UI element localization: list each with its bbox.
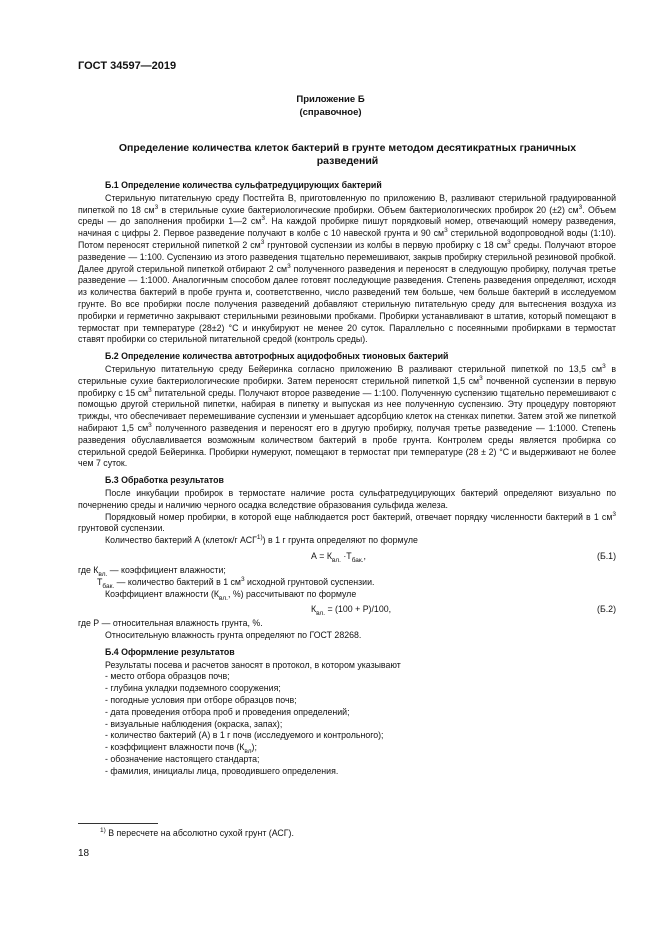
section-b3-p4: Коэффициент влажности ($К_{вл.}$, %) рассчитывают по формуле: [105, 588, 357, 602]
section-b3-p1: После инкубации пробирок в термостате наличие роста сульфатредуцирующих бактерий определяют визуально по почернению среды и наличию черного осадка вследствие образования сульфида железа.: [78, 487, 616, 510]
section-b3-p2: Порядковый номер пробирки, в которой еще наблюдается рост бактерий, отвечает порядку численности бактерий в 1 $см^3$ грунтовой суспензии.: [78, 510, 616, 534]
section-b2-text: Стерильную питательную среду Бейеринка согласно приложению В разливают стерильной пипеткой по 13,5 $см^3$ в стерильные сухие бактериологические пробирки. Затем переносят стерильной пипеткой 1,5 $см^3$ почвенной суспензии в первую пробирку с 15 $см^3$ питательной среды. Получают второе разведение — 1:100. Полученную суспензию тщательно перемешивают с помощью другой стерильной пипетки, набирая в пипетку и выпуская из нее полученную суспензию. Эту процедуру повторяют трижды, что обеспечивает перемешивание суспензии и уменьшает адсорбцию клеток на стенках пипетки. Затем этой же пипеткой набирают 1,5 $см^3$ полученного разведения и переносят его в другую пробирку, получая третье разведение — 1:1000. Степень разведения обуславливается возможным количеством бактерий в пробе грунта. Контролем среды является пробирка со стерильной средой Бейеринка. Пробирки нумеруют, помещают в термостат при температуре (28 ± 2) °С и выдерживают не более чем 7 суток.: [78, 363, 617, 469]
list-item: - глубина укладки подземного сооружения;: [105, 683, 281, 694]
list-item: - погодные условия при отборе образцов почв;: [105, 695, 297, 706]
section-b4-intro: Результаты посева и расчетов заносят в протокол, в котором указывают: [105, 659, 401, 670]
footnote-divider: [78, 823, 158, 824]
appendix-subtitle: (справочное): [299, 107, 362, 118]
document-body: [78, 178, 616, 778]
section-b1-heading: Б.1 Определение количества сульфатредуцирующих бактерий: [105, 180, 382, 190]
section-b2-heading: Б.2 Определение количества автотрофных ацидофобных тионовых бактерий: [105, 351, 449, 362]
section-b4-heading: Б.4 Оформление результатов: [105, 646, 235, 657]
formula-b1: $А = К_{вл.} \cdot Т_{бак.}$, (Б.1): [311, 550, 616, 564]
appendix-heading: [0, 93, 661, 119]
section-b3-p5: Относительную влажность грунта определяют по ГОСТ 28268.: [105, 630, 362, 641]
section-b1-text: Стерильную питательную среду Постгейта В, приготовленную по приложению В, разливают стерильной градуированной пипеткой по 18 $см^3$ в стерильные сухие бактериологические пробирки. Объем бактериологических пробирок 20 (±2) $см^3$. Объем среды — до заполнения пробирки 1—2 $см^3$. На каждой пробирке пишут порядковый номер, отвечающий номеру разведения, начиная с цифры 2. Первое разведение получают в колбе с 10 навеской грунта и 90 $см^3$ стерильной водопроводной воды (1:10). Потом переносят стерильной пипеткой 2 $см^3$ грунтовой суспензии из колбы в первую пробирку с 18 $см^3$ среды. Получают второе разведение — 1:100. Суспензию из этого разведения тщательно перемешивают, закрыв пробирку стерильной резиновой пробкой. Далее другой стерильной пипеткой отбирают 2 $см^3$ полученного разведения и переносят в следующую пробирку, получая третье разведение — 1:1000. Аналогичным способом далее готовят последующие разведения. Степень разведения определяют, исходя из количества бактерий в пробе грунта и, соответственно, число разведений тем больше, чем больше бактерий в исследуемом грунте. Во все пробирки после получения разведений добавляют стерильную питательную среду для вытеснения воздуха из пробирки и герметично закрывают стерильными резиновыми пробками. Пробирки устанавливают в штатив, который помещают в термостат при температуре (28±2) °С и инкубируют не менее 20 суток. Параллельно с посеянными пробирками в термостат ставят пробирки со стерильной питательной средой (контроль среды).: [78, 192, 617, 345]
section-b3-heading: Б.3 Обработка результатов: [105, 475, 224, 486]
footnote: $^{1)}$ В пересчете на абсолютно сухой грунт (АСГ).: [100, 827, 294, 838]
where-p: где Р — относительная влажность грунта, %.: [78, 618, 263, 629]
list-item: - место отбора образцов почв;: [105, 671, 230, 682]
list-item: - дата проведения отбора проб и проведения определений;: [105, 706, 350, 717]
standard-header: ГОСТ 34597—2019: [78, 60, 177, 72]
section-b3-p3: Количество бактерий А (клеток/г АСГ$^{1)}$) в 1 г грунта определяют по формуле: [105, 534, 418, 546]
list-item: - количество бактерий (А) в 1 г почв (исследуемого и контрольного);: [105, 730, 384, 741]
page-number: 18: [78, 848, 90, 859]
list-item: - фамилия, инициалы лица, проводившего определения.: [105, 765, 339, 776]
where-t: $Т_{бак.}$ — количество бактерий в 1 $см^3$ исходной грунтовой суспензии.: [97, 575, 375, 590]
formula-b1-number: (Б.1): [597, 550, 616, 561]
formula-b2: $К_{вл.} = (100 + Р)/100$, (Б.2): [311, 604, 616, 618]
document-title: Определение количества клеток бактерий в грунте методом десятикратных граничных разведений: [118, 142, 577, 167]
list-item: - коэффициент влажности почв $(К_{вл})$;: [105, 742, 257, 756]
list-item: - обозначение настоящего стандарта;: [105, 754, 260, 765]
list-item: - визуальные наблюдения (окраска, запах);: [105, 718, 283, 729]
where-k: где $К_{вл.}$ — коэффициент влажности;: [78, 564, 226, 578]
appendix-title: Приложение Б: [296, 94, 365, 105]
formula-b2-number: (Б.2): [597, 604, 616, 615]
